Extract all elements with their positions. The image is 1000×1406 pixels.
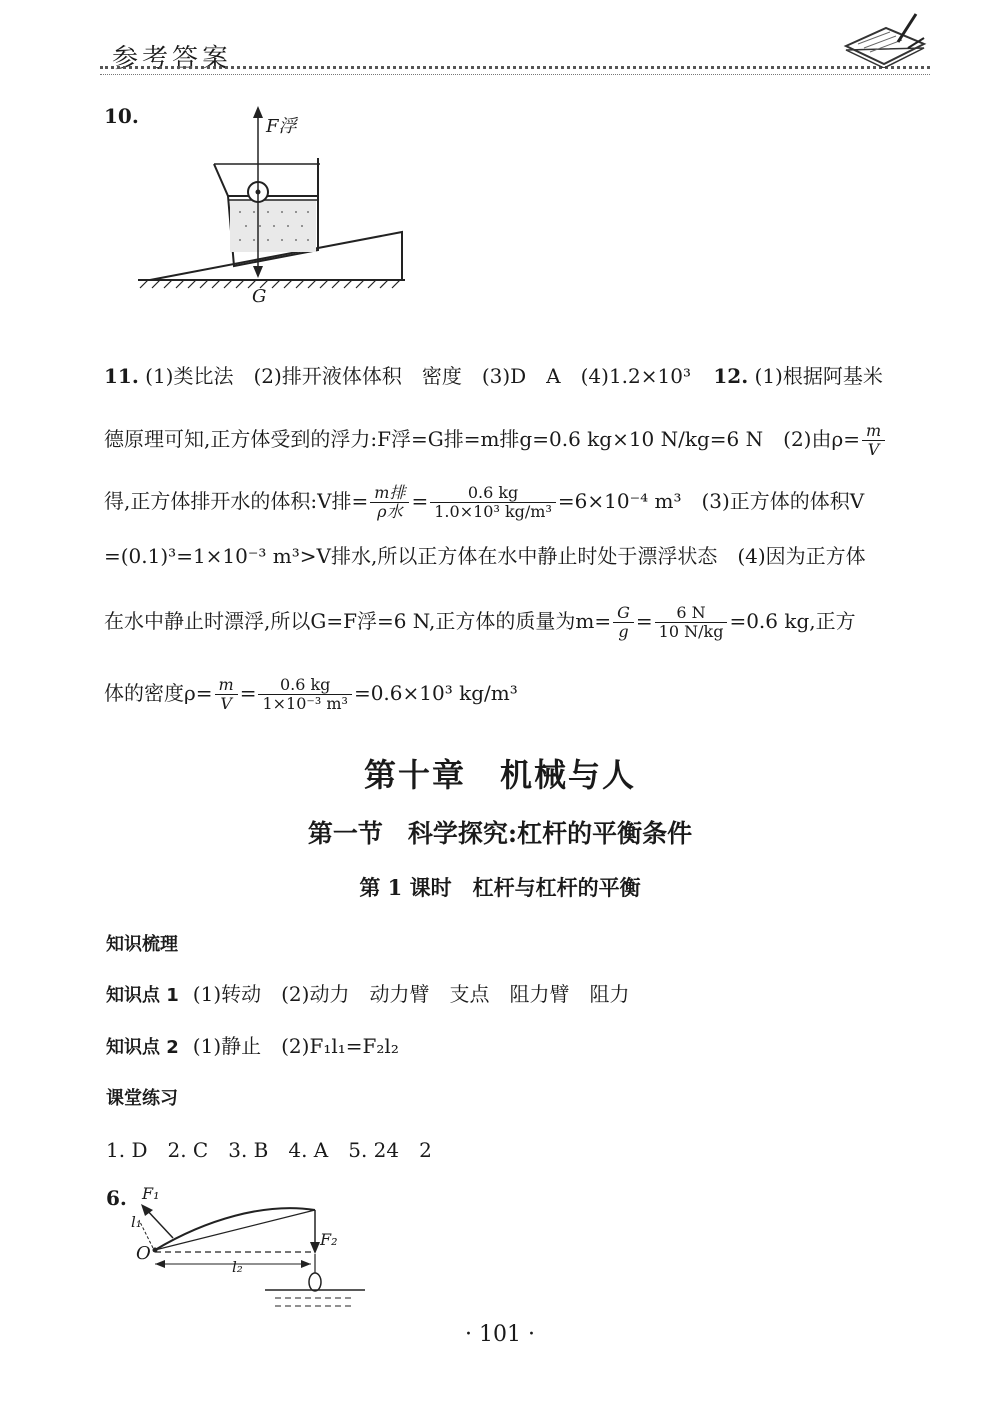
practice-answers: 1. D 2. C 3. B 4. A 5. 24 2 (106, 1138, 432, 1162)
header-divider (100, 66, 930, 69)
answer-line-3-text-a: 得,正方体排开水的体积:V排= (104, 489, 369, 513)
q6-lever-diagram (125, 1180, 375, 1320)
practice-heading: 课堂练习 (106, 1088, 178, 1109)
fraction-numerator: G (613, 604, 634, 623)
question-6-number: 6. (106, 1186, 127, 1210)
fraction-denominator: 1.0×10³ kg/m³ (434, 502, 552, 521)
answer-line-4-text: =(0.1)³=1×10⁻³ m³>V排水,所以正方体在水中静止时处于漂浮状态 (4)因为正方体 (104, 544, 866, 568)
fraction-numerator: m排 (370, 484, 409, 503)
knowledge-point-2-text: (1)静止 (2)F₁l₁=F₂l₂ (192, 1034, 399, 1058)
label-l2: l₂ (232, 1258, 243, 1276)
question-12-text-start: (1)根据阿基米 (754, 364, 883, 388)
answer-line-6-text-b: =0.6×10³ kg/m³ (353, 681, 518, 705)
knowledge-point-1-text: (1)转动 (2)动力 动力臂 支点 阻力臂 阻力 (192, 982, 630, 1006)
header-title: 参考答案 (112, 44, 233, 74)
answer-line-2 (104, 422, 934, 459)
section-title: 第一节 科学探究:杠杆的平衡条件 (307, 819, 693, 848)
question-12-number: 12. (713, 364, 749, 388)
fraction-numerator: m (862, 422, 885, 441)
equals-sign: = (635, 609, 653, 633)
notebook-pen-icon (838, 8, 928, 68)
knowledge-point-1 (106, 978, 629, 1007)
question-10-number: 10. (104, 104, 139, 128)
answer-line-5-text-a: 在水中静止时漂浮,所以G=F浮=6 N,正方体的质量为m= (104, 609, 612, 633)
equals-sign: = (239, 681, 257, 705)
fraction-g-over-g (613, 604, 634, 641)
label-l1: l₁ (131, 1213, 142, 1231)
f2-arrowhead (310, 1242, 320, 1254)
fraction-denominator: ρ水 (377, 502, 403, 521)
beaker (214, 158, 320, 266)
answer-line-3 (104, 484, 934, 521)
fraction-m-over-v (215, 676, 238, 713)
ground-hatching (140, 280, 400, 288)
label-f2: F₂ (320, 1230, 338, 1249)
answer-line-5-text-b: =0.6 kg,正方 (729, 609, 856, 633)
knowledge-point-1-label: 知识点 1 (106, 985, 179, 1006)
fraction-numerator: 0.6 kg (258, 676, 351, 695)
question-11-text: (1)类比法 (2)排开液体体积 密度 (3)D A (4)1.2×10³ (145, 364, 691, 388)
label-o: O (136, 1243, 151, 1264)
page-number: · 101 · (465, 1322, 535, 1347)
answer-line-6 (104, 676, 934, 713)
answer-line-5 (104, 604, 934, 641)
fraction-denominator: 10 N/kg (658, 622, 724, 641)
knowledge-heading: 知识梳理 (106, 934, 178, 955)
answer-line-6-text-a: 体的密度ρ= (104, 681, 213, 705)
knowledge-point-2 (106, 1030, 399, 1059)
chapter-title: 第十章 机械与人 (363, 756, 636, 794)
pivot-point (153, 1248, 158, 1253)
fraction-m-over-rho (370, 484, 409, 521)
label-f1: F₁ (142, 1184, 160, 1203)
fraction-numerator: 6 N (655, 604, 728, 623)
question-11-number: 11. (104, 364, 139, 388)
lesson-title: 第 1 课时 杠杆与杠杆的平衡 (359, 875, 641, 900)
answer-line-1 (104, 360, 934, 392)
fraction-volume (430, 484, 556, 521)
fraction-m-over-v (862, 422, 885, 459)
answer-line-3-text-b: =6×10⁻⁴ m³ (3)正方体的体积V (557, 489, 865, 513)
gravity-force-label: G (252, 286, 267, 307)
fraction-denominator: V (867, 440, 880, 459)
answer-line-2-text: 德原理可知,正方体受到的浮力:F浮=G排=m排g=0.6 kg×10 N/kg=6 N (2)由ρ= (104, 427, 860, 451)
fish-icon (309, 1273, 321, 1291)
answer-line-4 (104, 540, 934, 572)
equals-sign: = (411, 489, 429, 513)
fraction-numerator: m (215, 676, 238, 695)
fraction-density (258, 676, 351, 713)
knowledge-point-2-label: 知识点 2 (106, 1037, 179, 1058)
fraction-denominator: 1×10⁻³ m³ (262, 694, 348, 713)
header-divider-secondary (100, 74, 930, 75)
fraction-denominator: g (618, 622, 629, 641)
buoyancy-force-label: F浮 (266, 116, 297, 137)
fraction-numerator: 0.6 kg (430, 484, 556, 503)
fraction-denominator: V (220, 694, 232, 713)
fraction-mass (655, 604, 728, 641)
